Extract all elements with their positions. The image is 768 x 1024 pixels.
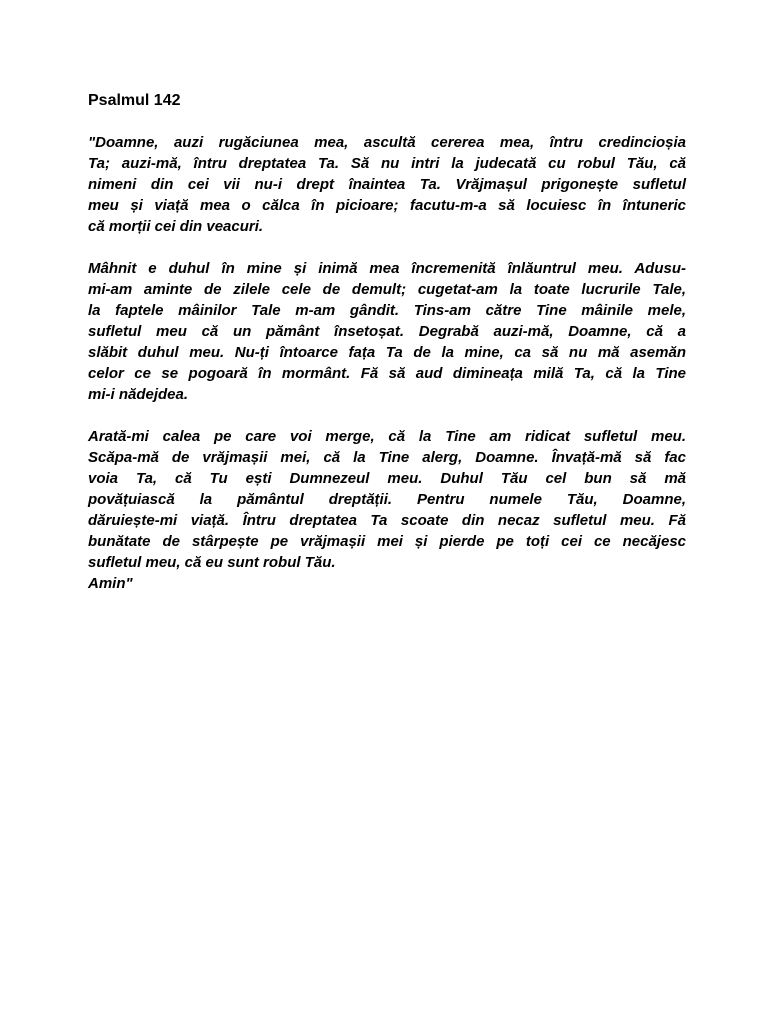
paragraph-2 xyxy=(88,258,686,405)
document-title-text: Psalmul 142 xyxy=(88,92,181,109)
text-line: mi-am aminte de zilele cele de demult; cugetat-am la toate lucrurile Tale, xyxy=(88,281,686,298)
text-line: nimeni din cei vii nu-i drept înaintea Ta. Vrăjmașul prigonește sufletul xyxy=(88,176,686,193)
text-line: sufletul meu că un pământ însetoșat. Degrabă auzi-mă, Doamne, că a xyxy=(88,323,686,340)
text-line: slăbit duhul meu. Nu-ți întoarce fața Ta de la mine, ca să nu mă asemăn xyxy=(88,344,686,361)
text-line: celor ce se pogoară în mormânt. Fă să aud dimineața milă Ta, că la Tine xyxy=(88,365,686,382)
text-line: la faptele mâinilor Tale m-am gândit. Tins-am către Tine mâinile mele, xyxy=(88,302,686,319)
text-line: sufletul meu, că eu sunt robul Tău. xyxy=(88,554,336,571)
text-line: voia Ta, că Tu ești Dumnezeul meu. Duhul Tău cel bun să mă xyxy=(88,470,686,487)
paragraph-3 xyxy=(88,426,686,594)
text-line: mi-i nădejdea. xyxy=(88,386,189,403)
document-title xyxy=(88,90,686,111)
paragraph-1 xyxy=(88,132,686,237)
text-line: dăruiește-mi viață. Întru dreptatea Ta scoate din necaz sufletul meu. Fă xyxy=(88,512,686,529)
text-line: că morții cei din veacuri. xyxy=(88,218,264,235)
text-line: povățuiască la pământul dreptății. Pentru numele Tău, Doamne, xyxy=(88,491,686,508)
text-line: meu și viață mea o călca în picioare; facutu-m-a să locuiesc în întuneric xyxy=(88,197,686,214)
text-line: Amin" xyxy=(88,575,133,592)
text-line: Mâhnit e duhul în mine și inimă mea încremenită înlăuntrul meu. Adusu- xyxy=(88,260,686,277)
text-line: Scăpa-mă de vrăjmașii mei, că la Tine alerg, Doamne. Învață-mă să fac xyxy=(88,449,686,466)
text-line: Ta; auzi-mă, întru dreptatea Ta. Să nu intri la judecată cu robul Tău, că xyxy=(88,155,686,172)
text-line: bunătate de stârpește pe vrăjmașii mei și pierde pe toți cei ce necăjesc xyxy=(88,533,686,550)
text-line: Arată-mi calea pe care voi merge, că la Tine am ridicat sufletul meu. xyxy=(88,428,686,445)
text-line: "Doamne, auzi rugăciunea mea, ascultă cererea mea, întru credincioșia xyxy=(88,134,686,151)
